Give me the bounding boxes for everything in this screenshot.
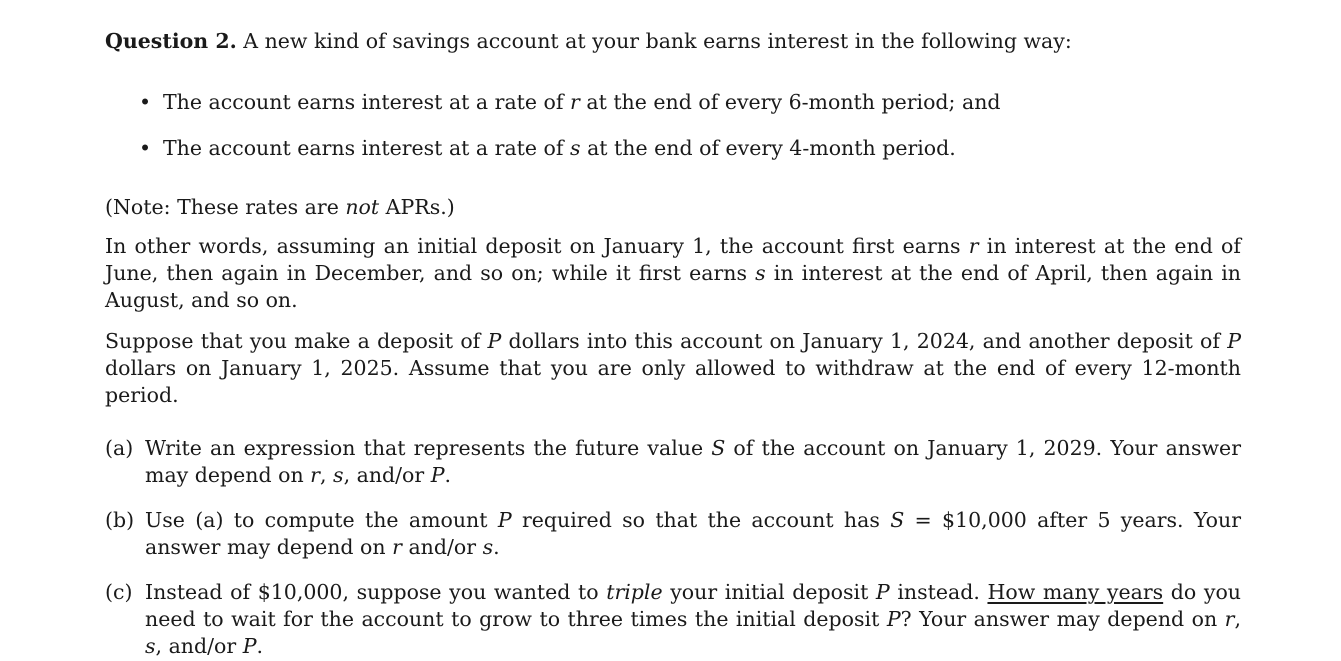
math-var: s [570, 136, 581, 160]
math-var: r [392, 535, 402, 559]
text-span: required so that the account has [511, 508, 891, 532]
text-span: , and/or [343, 463, 431, 487]
text-span: instead. [889, 580, 988, 604]
text-span: . [256, 634, 264, 658]
list-item [139, 89, 1241, 116]
text-span: , and/or [155, 634, 243, 658]
text-span: at the end of every 4-month period. [580, 136, 956, 160]
math-var: r [570, 90, 580, 114]
math-var: P [875, 580, 890, 604]
text-span: Use (a) to compute the amount [145, 508, 498, 532]
text-span: , [319, 463, 334, 487]
text-span: your initial deposit [662, 580, 876, 604]
text-span: Instead of $10,000, suppose you wanted to [145, 580, 607, 604]
text-span: Suppose that you make a deposit of [105, 329, 488, 353]
text-span: The account earns interest at a rate of [163, 136, 571, 160]
text-span: , [1234, 607, 1241, 631]
part-c [105, 579, 1241, 660]
text-span: of the account on January 1, 2029. Your answer may depend on [145, 436, 1241, 487]
note-paragraph [105, 194, 1241, 221]
math-var: P [1227, 329, 1242, 353]
text-span: dollars on January 1, 2025. Assume that you are only allowed to withdraw at the end of every 12-month period. [105, 356, 1241, 407]
emphasis: triple [606, 580, 663, 604]
math-var: S [711, 436, 726, 460]
math-var: r [1224, 607, 1235, 631]
text-span: ? Your answer may depend on [900, 607, 1225, 631]
text-span: at the end of every 6-month period; and [579, 90, 1001, 114]
list-item [139, 135, 1241, 162]
part-b [105, 507, 1241, 561]
text-span: . [493, 535, 500, 559]
math-var: s [333, 463, 344, 487]
math-var: P [497, 508, 512, 532]
text-span: The account earns interest at a rate of [163, 90, 571, 114]
part-label: (b) [105, 508, 135, 532]
part-label: (a) [105, 436, 134, 460]
math-var: s [755, 261, 766, 285]
text-span: do you need to wait for the account to grow to three times the initial deposit [145, 580, 1241, 631]
question-heading [105, 28, 1241, 55]
text-span: (Note: These rates are [105, 195, 346, 219]
question-number: Question 2. [105, 29, 237, 53]
text-span: = $10,000 after 5 years. Your answer may depend on [145, 508, 1241, 559]
text-span: . [444, 463, 452, 487]
math-var: P [430, 463, 445, 487]
question-intro: A new kind of savings account at your bank earns interest in the following way: [243, 29, 1072, 53]
text-span: in interest at the end of June, then again in December, and so on; while it first earns [105, 234, 1241, 285]
math-var: s [482, 535, 494, 559]
math-var: P [886, 607, 901, 631]
bullet-icon: • [139, 90, 152, 114]
explanation-paragraph [105, 233, 1241, 314]
math-var: r [310, 463, 320, 487]
part-label: (c) [105, 580, 133, 604]
emphasis: not [345, 195, 380, 219]
math-var: r [968, 234, 979, 258]
bullet-icon: • [139, 136, 152, 160]
text-span: dollars into this account on January 1, 2024, and another deposit of [501, 329, 1228, 353]
sub-questions-list [105, 435, 1241, 660]
math-var: P [487, 329, 502, 353]
text-span: In other words, assuming an initial deposit on January 1, the account first earns [105, 234, 969, 258]
text-span: and/or [401, 535, 483, 559]
math-var: S [890, 508, 905, 532]
math-var: s [145, 634, 156, 658]
part-a [105, 435, 1241, 489]
text-span: APRs.) [379, 195, 455, 219]
underlined-phrase: How many years [987, 580, 1164, 604]
text-span: in interest at the end of April, then again in August, and so on. [105, 261, 1241, 312]
text-span: Write an expression that represents the future value [145, 436, 712, 460]
math-var: P [242, 634, 257, 658]
deposit-paragraph [105, 328, 1241, 409]
interest-rules-list [105, 89, 1241, 162]
